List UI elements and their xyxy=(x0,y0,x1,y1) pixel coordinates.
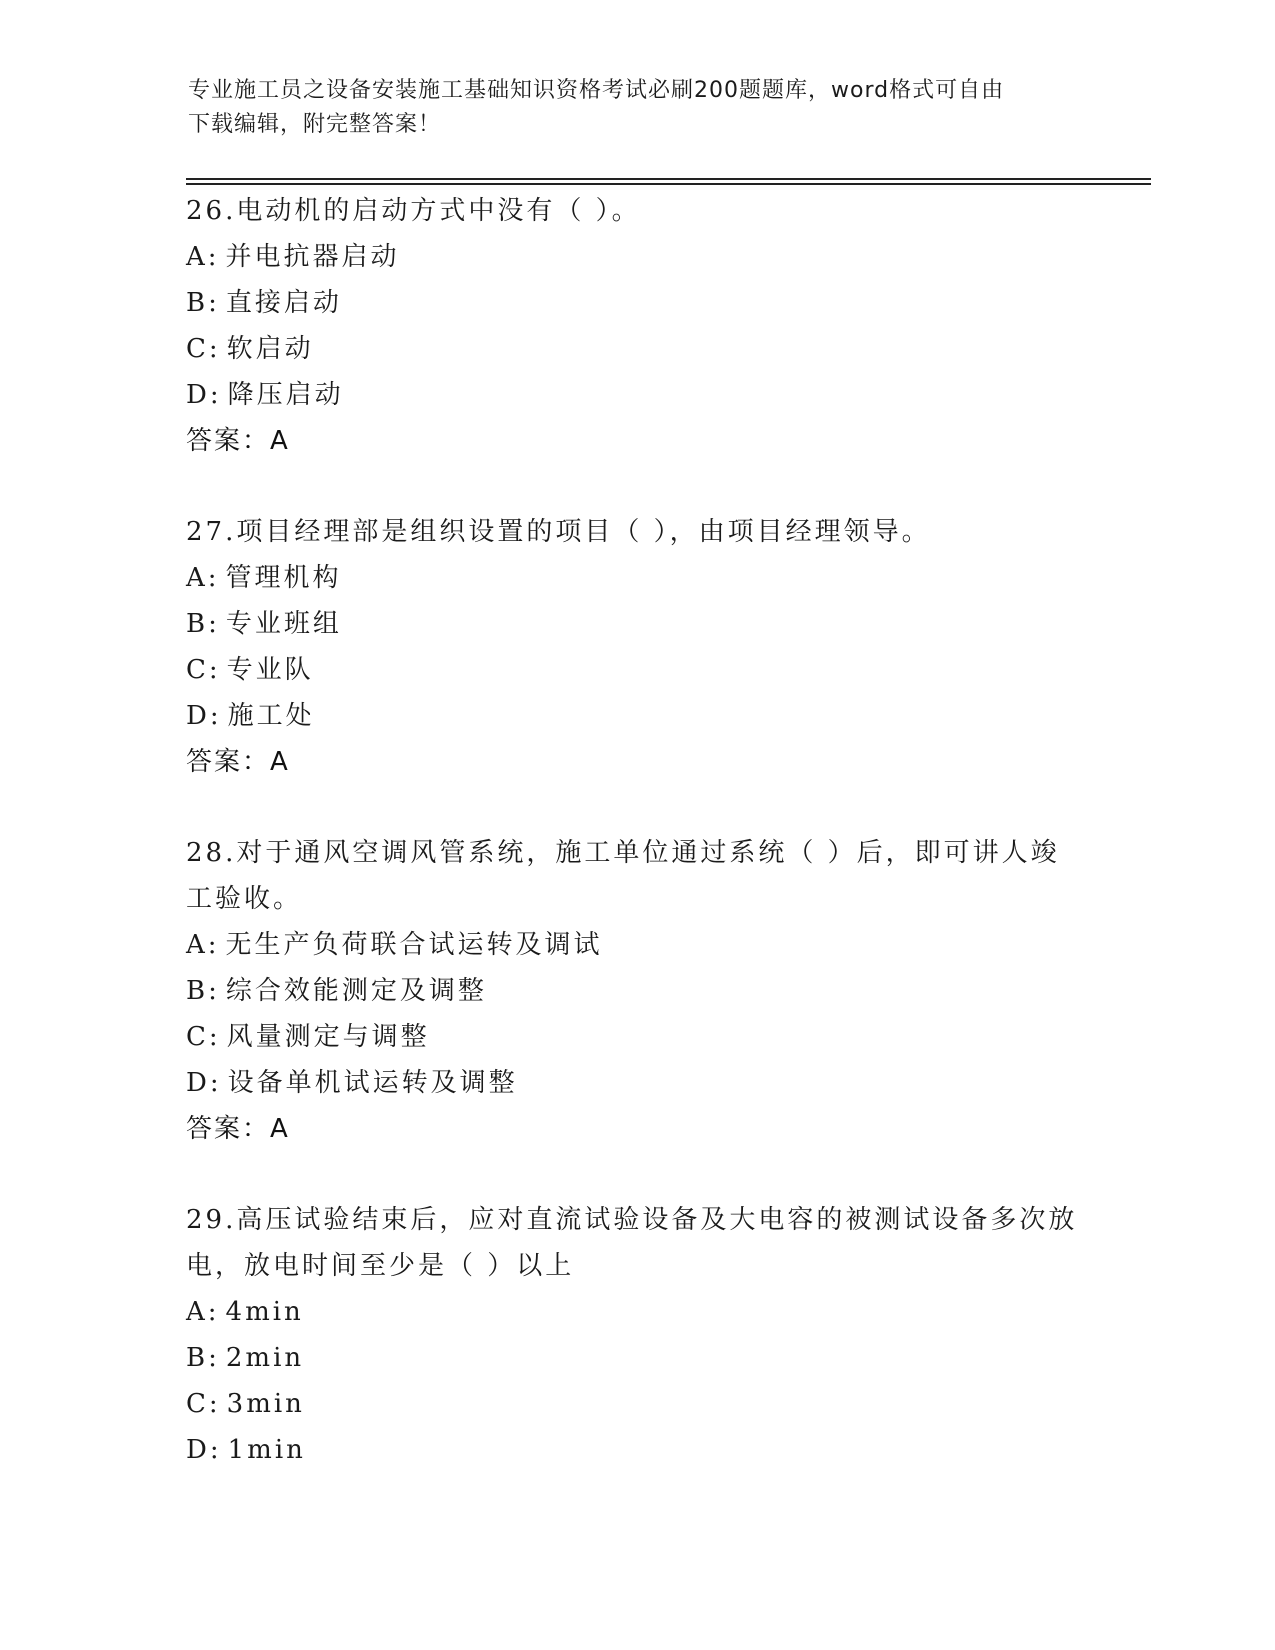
option-text: 并电抗器启动 xyxy=(225,242,400,272)
option-text: 综合效能测定及调整 xyxy=(225,976,487,1006)
option-label: C xyxy=(186,1022,209,1052)
option-separator: : xyxy=(208,609,220,639)
option-text: 2min xyxy=(225,1343,305,1373)
question-text: 高压试验结束后，应对直流试验设备及大电容的被测试设备多次放 xyxy=(236,1205,1078,1235)
option-text: 风量测定与调整 xyxy=(226,1022,430,1052)
option-separator: : xyxy=(207,930,220,960)
question-stem-continuation: 电，放电时间至少是（ ）以上 xyxy=(186,1251,575,1281)
question-stem xyxy=(186,1197,1086,1243)
question-text: 项目经理部是组织设置的项目（ ），由项目经理领导。 xyxy=(236,517,931,547)
option-separator: : xyxy=(209,380,222,410)
option-b xyxy=(186,1335,1086,1381)
question-spacer xyxy=(186,785,1086,830)
option-label: D xyxy=(186,701,210,731)
option-separator: : xyxy=(208,655,221,685)
option-text: 专业队 xyxy=(226,655,314,685)
option-c xyxy=(186,1381,1086,1427)
question-text: 对于通风空调风管系统，施工单位通过系统（ ）后，即可讲人竣 xyxy=(236,838,1060,868)
option-label: D xyxy=(186,1435,210,1465)
option-text: 1min xyxy=(227,1435,306,1465)
option-d xyxy=(186,1427,1086,1473)
option-a xyxy=(186,922,1086,968)
option-a xyxy=(186,555,1086,601)
option-label: A xyxy=(186,930,208,960)
option-separator: : xyxy=(208,1343,220,1373)
option-separator: : xyxy=(208,1389,221,1419)
header-title-line-1: 专业施工员之设备安装施工基础知识资格考试必刷200题题库，word格式可自由 xyxy=(188,78,1005,103)
option-text: 软启动 xyxy=(226,334,314,364)
answer-text: 答案：A xyxy=(186,1114,290,1144)
option-label: C xyxy=(186,1389,209,1419)
question-27 xyxy=(186,509,1086,785)
option-b xyxy=(186,280,1086,326)
option-separator: : xyxy=(209,701,222,731)
option-separator: : xyxy=(208,334,221,364)
option-separator: : xyxy=(207,563,220,593)
question-stem xyxy=(186,509,1086,555)
question-text: 电动机的启动方式中没有（ ）。 xyxy=(236,196,641,226)
question-list xyxy=(186,188,1086,1473)
question-spacer xyxy=(186,1152,1086,1197)
option-separator: : xyxy=(208,976,220,1006)
option-c xyxy=(186,1014,1086,1060)
option-separator: : xyxy=(208,288,220,318)
option-c xyxy=(186,647,1086,693)
option-label: D xyxy=(186,380,210,410)
option-label: B xyxy=(186,1343,209,1373)
header-rule-bottom xyxy=(186,183,1151,185)
option-label: A xyxy=(186,242,208,272)
answer-text: 答案：A xyxy=(186,426,290,456)
option-d xyxy=(186,693,1086,739)
option-label: C xyxy=(186,655,209,685)
option-separator: : xyxy=(209,1068,222,1098)
question-number: 27. xyxy=(186,517,237,547)
header-rule-top xyxy=(186,178,1151,180)
question-number: 29. xyxy=(186,1205,237,1235)
option-text: 施工处 xyxy=(227,701,315,731)
option-text: 3min xyxy=(226,1389,305,1419)
option-label: D xyxy=(186,1068,210,1098)
document-header xyxy=(188,74,1068,142)
option-text: 直接启动 xyxy=(225,288,342,318)
option-b xyxy=(186,968,1086,1014)
option-label: A xyxy=(186,563,208,593)
question-28 xyxy=(186,830,1086,1152)
option-label: B xyxy=(186,288,209,318)
option-c xyxy=(186,326,1086,372)
question-number: 28. xyxy=(186,838,237,868)
option-label: B xyxy=(186,976,209,1006)
option-text: 专业班组 xyxy=(225,609,342,639)
option-d xyxy=(186,372,1086,418)
header-title-line-2: 下载编辑，附完整答案！ xyxy=(188,112,442,137)
option-separator: : xyxy=(208,1022,221,1052)
question-stem-continuation: 工验收。 xyxy=(186,884,303,914)
option-d xyxy=(186,1060,1086,1106)
question-spacer xyxy=(186,464,1086,509)
option-label: B xyxy=(186,609,209,639)
option-separator: : xyxy=(207,1297,220,1327)
option-a xyxy=(186,1289,1086,1335)
question-26 xyxy=(186,188,1086,464)
option-text: 无生产负荷联合试运转及调试 xyxy=(225,930,603,960)
option-text: 4min xyxy=(225,1297,304,1327)
option-text: 设备单机试运转及调整 xyxy=(227,1068,518,1098)
option-a xyxy=(186,234,1086,280)
option-label: C xyxy=(186,334,209,364)
answer-text: 答案：A xyxy=(186,747,290,777)
option-b xyxy=(186,601,1086,647)
question-29 xyxy=(186,1197,1086,1473)
option-text: 降压启动 xyxy=(227,380,344,410)
question-stem xyxy=(186,188,1086,234)
question-number: 26. xyxy=(186,196,237,226)
option-separator: : xyxy=(209,1435,222,1465)
option-separator: : xyxy=(207,242,220,272)
question-stem xyxy=(186,830,1086,876)
option-text: 管理机构 xyxy=(225,563,342,593)
option-label: A xyxy=(186,1297,208,1327)
